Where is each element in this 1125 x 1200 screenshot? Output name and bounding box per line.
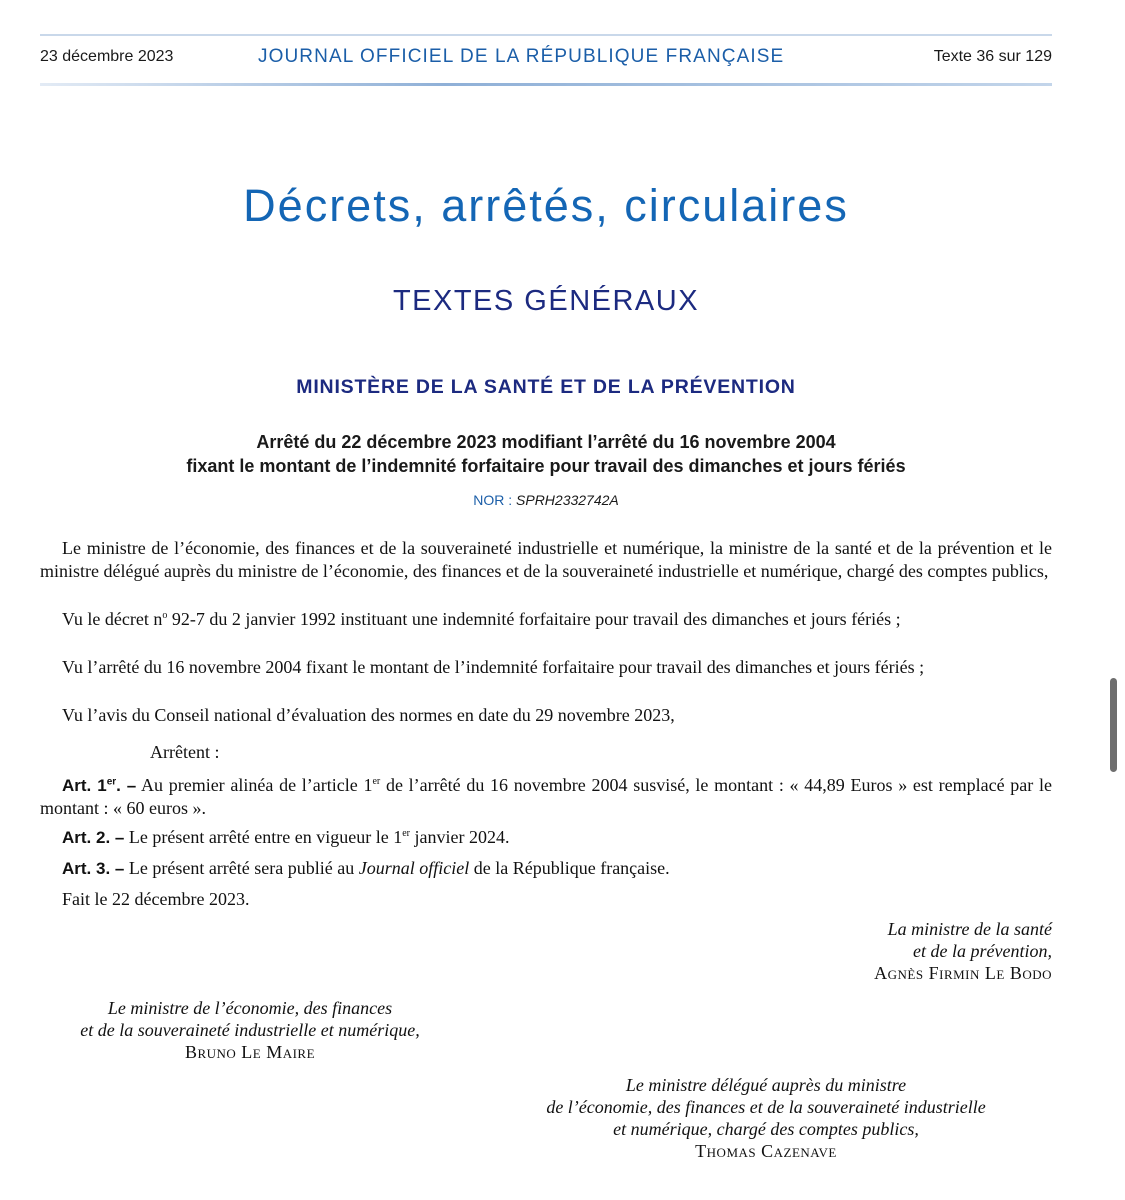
article-3-text-b: de la République française.	[469, 858, 670, 878]
article-2	[40, 826, 1052, 849]
article-1-label: Art. 1er. –	[62, 776, 137, 795]
visa-arrete	[40, 656, 1052, 679]
visa-arrete-text: Vu l’arrêté du 16 novembre 2004 fixant le montant de l’indemnité forfaitaire pour travail des dimanches et jours fériés ;	[62, 657, 925, 677]
article-3-journal: Journal officiel	[358, 858, 470, 878]
signature-economy-minister: Le ministre de l’économie, des finances et de la souveraineté industrielle et numérique, Bruno Le Maire	[20, 997, 480, 1063]
article-2-text-a: Le présent arrêté entre en vigueur le 1	[124, 827, 403, 847]
nor-reference	[0, 492, 1092, 508]
article-1	[40, 774, 1052, 820]
visa-avis-text: Vu l’avis du Conseil national d’évaluation des normes en date du 29 novembre 2023,	[62, 705, 675, 725]
preamble-text: Le ministre de l’économie, des finances et de la souveraineté industrielle et numérique, la ministre de la santé et de la prévention et le ministre délégué auprès du ministre de l’économie, des finances et de la souveraineté industrielle et numérique, chargé des comptes publics,	[40, 538, 1052, 581]
article-2-sup: er	[402, 828, 410, 839]
text-number: Texte 36 sur 129	[933, 48, 1052, 65]
visa-avis	[40, 704, 1052, 727]
visa-decret-sup: o	[162, 610, 168, 621]
article-1-sup: er	[372, 776, 381, 787]
vertical-scrollbar[interactable]	[1110, 678, 1117, 772]
done-date-text: Fait le 22 décembre 2023.	[62, 889, 250, 909]
signature-delegate-minister: Le ministre délégué auprès du ministre de l’économie, des finances et de la souveraineté industrielle et numérique, chargé des comptes publics, Thomas Cazenave	[480, 1074, 1052, 1162]
ministry-heading: MINISTÈRE DE LA SANTÉ ET DE LA PRÉVENTION	[296, 376, 796, 398]
preamble-paragraph	[40, 537, 1052, 583]
journal-title: JOURNAL OFFICIEL DE LA RÉPUBLIQUE FRANÇAISE	[258, 46, 785, 67]
header-divider	[40, 83, 1052, 86]
article-2-label: Art. 2. –	[62, 828, 125, 847]
article-2-text-b: janvier 2024.	[410, 827, 510, 847]
article-3-text-a: Le présent arrêté sera publié au	[124, 858, 359, 878]
article-1-text-b: de l’arrêté du 16 novembre 2004 susvisé, le montant : « 44,89 Euros » est remplacé par le montant : « 60 euros ».	[40, 775, 1052, 818]
visa-decret-text-b: 92-7 du 2 janvier 1992 instituant une indemnité forfaitaire pour travail des dimanches et jours fériés ;	[167, 609, 901, 629]
subsection-heading: TEXTES GÉNÉRAUX	[392, 285, 700, 317]
page-header	[40, 46, 1052, 72]
signatory-name: Agnès Firmin Le Bodo	[874, 963, 1052, 983]
nor-label: NOR :	[473, 492, 513, 508]
done-date	[40, 888, 1052, 911]
signature-health-minister: La ministre de la santé et de la prévention, Agnès Firmin Le Bodo	[700, 918, 1052, 984]
act-title-line-2: fixant le montant de l’indemnité forfaitaire pour travail des dimanches et jours fériés	[186, 456, 906, 476]
article-1-text-a: Au premier alinéa de l’article 1	[136, 775, 373, 795]
visa-decret-text-a: Vu le décret n	[62, 609, 163, 629]
nor-value: SPRH2332742A	[516, 492, 619, 508]
top-divider	[40, 34, 1052, 36]
act-title	[0, 430, 1092, 478]
publication-date: 23 décembre 2023	[40, 48, 174, 65]
visa-decret	[40, 608, 1052, 631]
signatory-name: Thomas Cazenave	[695, 1141, 837, 1161]
article-3-label: Art. 3. –	[62, 859, 125, 878]
section-heading: Décrets, arrêtés, circulaires	[243, 180, 849, 231]
article-3	[40, 857, 1052, 880]
act-title-line-1: Arrêté du 22 décembre 2023 modifiant l’arrêté du 16 novembre 2004	[256, 432, 836, 452]
arretent-text: Arrêtent :	[150, 742, 220, 762]
arretent-line	[150, 741, 550, 764]
signatory-name: Bruno Le Maire	[184, 1042, 316, 1062]
